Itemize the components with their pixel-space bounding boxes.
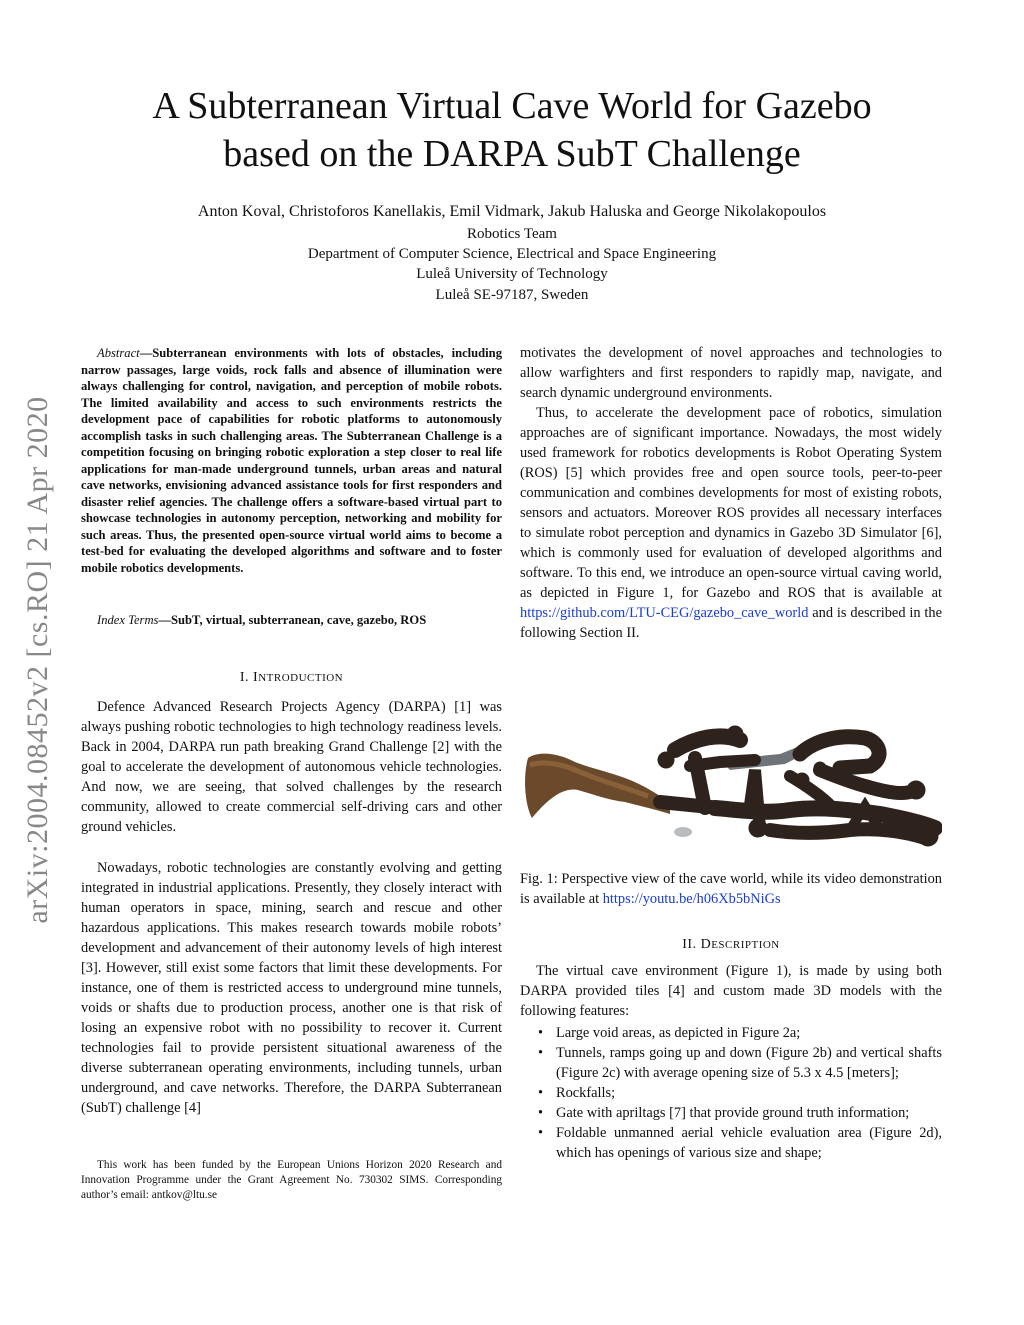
bullet-icon: •: [538, 1105, 544, 1121]
feature-list: [520, 1023, 942, 1163]
video-link[interactable]: https://youtu.be/h06Xb5bNiGs: [602, 891, 781, 907]
section-2-numeral: II. D: [682, 937, 712, 952]
list-item-text: Rockfalls;: [556, 1085, 616, 1101]
section-heading-introduction: [81, 670, 502, 686]
title-line-2: based on the DARPA SubT Challenge: [223, 133, 801, 175]
bullet-icon: •: [538, 1025, 544, 1041]
section-heading-description: [520, 937, 942, 953]
section-2-title: ESCRIPTION: [711, 939, 780, 951]
column2-paragraph-1: motivates the development of novel approaches and technologies to allow warfighters and first responders to rapidly map, navigate, and search dynamic underground environments.: [520, 345, 942, 401]
figure-1-cave-render: [520, 710, 942, 860]
intro-paragraph-2: Nowadays, robotic technologies are constantly evolving and getting integrated in industrial applications. Presently, they closely interact with human operators in space, mining, search and rescue and other hazardous applications. This makes research towards mobile robots’ development and advancement of their autonomy levels of high interest [3]. However, still exist some factors that limit these developments. For instance, one of them is restricted access to underground mine tunnels, voids or shafts due to production process, another one is that risk of losing an expensive robot with no possibility to recover it. Current technologies fail to provide persistent situational awareness of the diverse subterranean operating environments, including tunnels, urban underground, and cave networks. Therefore, the DARPA Subterranean (SubT) challenge [4]: [81, 860, 502, 1116]
abstract: [81, 345, 502, 576]
list-item: [520, 1103, 942, 1123]
paper-title: [0, 82, 1024, 178]
caption-text: Fig. 1: Perspective view of the cave world, while its video demonstration is available at: [520, 871, 942, 907]
paragraph-text: Thus, to accelerate the development pace of robotics, simulation approaches are of significant importance. Nowadays, the most widely used framework for robotics developments is Robot Operating System (ROS) [5] which provides free and open source tools, peer-to-peer communication and combines developments for most of existing robots, sensors and actuators. Moreover ROS provides all necessary interfaces to simulate robot perception and dynamics in Gazebo 3D Simulator [6], which is commonly used for evaluation of developed algorithms and software. To this end, we introduce an open-source virtual caving world, as depicted in Figure 1, for Gazebo and ROS that is available at: [520, 405, 942, 601]
bullet-icon: •: [538, 1045, 544, 1061]
department: Department of Computer Science, Electrical and Space Engineering: [307, 246, 717, 262]
abstract-text: —Subterranean environments with lots of obstacles, including narrow passages, large voids, rock falls and absence of illumination were always challenging for control, navigation, and perception of mobile robots. The limited availability and access to such environments restricts the development pace of capabilities for robotic platforms to autonomously accomplish tasks in such challenging areas. The Subterranean Challenge is a competition focusing on bringing robotic exploration a step closer to real life applications for man-made underground tunnels, urban areas and natural cave networks, envisioning advanced assistance tools for first responders and disaster relief agencies. The challenge offers a software-based virtual part to showcase technologies in autonomy perception, networking and mobility for such areas. Thus, the presented open-source virtual world aims to become a test-bed for evaluating the developed algorithms and software and to foster mobile robotics developments.: [81, 346, 502, 575]
list-item-text: Tunnels, ramps going up and down (Figure 2b) and vertical shafts (Figure 2c) with average opening size of 5.3 x 4.5 [meters];: [556, 1045, 942, 1081]
list-item: [520, 1023, 942, 1043]
section-1-title: NTRODUCTION: [258, 672, 344, 684]
list-item: [520, 1123, 942, 1163]
index-terms-label: Index Terms: [97, 613, 159, 627]
author-list: Anton Koval, Christoforos Kanellakis, Emil Vidmark, Jakub Haluska and George Nikolakopoulos: [197, 203, 827, 220]
list-item-text: Foldable unmanned aerial vehicle evaluation area (Figure 2d), which has openings of various size and shape;: [556, 1125, 942, 1161]
bullet-icon: •: [538, 1125, 544, 1141]
grey-rock: [674, 827, 692, 837]
footnote: This work has been funded by the European Unions Horizon 2020 Research and Innovation Programme under the Grant Agreement No. 730302 SIMS. Corresponding author’s email: antkov@ltu.se: [81, 1159, 502, 1201]
list-item-text: Gate with apriltags [7] that provide ground truth information;: [556, 1105, 910, 1121]
index-terms-text: —SubT, virtual, subterranean, cave, gazebo, ROS: [158, 613, 427, 627]
column2-paragraph-2: [520, 403, 942, 643]
address: Luleå SE-97187, Sweden: [435, 287, 589, 303]
title-line-1: A Subterranean Virtual Cave World for Gazebo: [152, 85, 872, 127]
list-item-text: Large void areas, as depicted in Figure 2a;: [556, 1025, 801, 1041]
cave-world-image: [520, 710, 942, 860]
university: Luleå University of Technology: [416, 266, 608, 282]
section-1-numeral: I. I: [239, 670, 259, 685]
team-name: Robotics Team: [467, 226, 557, 242]
arxiv-stamp: [8, 340, 68, 980]
bullet-icon: •: [538, 1085, 544, 1101]
description-paragraph-1: The virtual cave environment (Figure 1), is made by using both DARPA provided tiles [4] and custom made 3D models with the following features:: [520, 963, 942, 1019]
arxiv-stamp-text: arXiv:2004.08452v2 [cs.RO] 21 Apr 2020: [21, 396, 54, 924]
intro-paragraph-1: Defence Advanced Research Projects Agency (DARPA) [1] was always pushing robotic technologies to high technology readiness levels. Back in 2004, DARPA run path breaking Grand Challenge [2] with the goal to accelerate the development of autonomous vehicle technologies. And now, we are seeing, that solved challenges by the research community, allowed to create commercial self-driving cars and other ground vehicles.: [81, 699, 502, 835]
list-item: [520, 1083, 942, 1103]
dark-cave-network: [658, 726, 938, 846]
abstract-label: Abstract: [97, 346, 140, 360]
list-item: [520, 1043, 942, 1083]
index-terms: [81, 612, 502, 629]
paragraph-text-end: and is described in the following Section II.: [520, 605, 942, 641]
github-link[interactable]: https://github.com/LTU-CEG/gazebo_cave_world: [520, 605, 809, 621]
figure-1-caption: [520, 869, 942, 909]
